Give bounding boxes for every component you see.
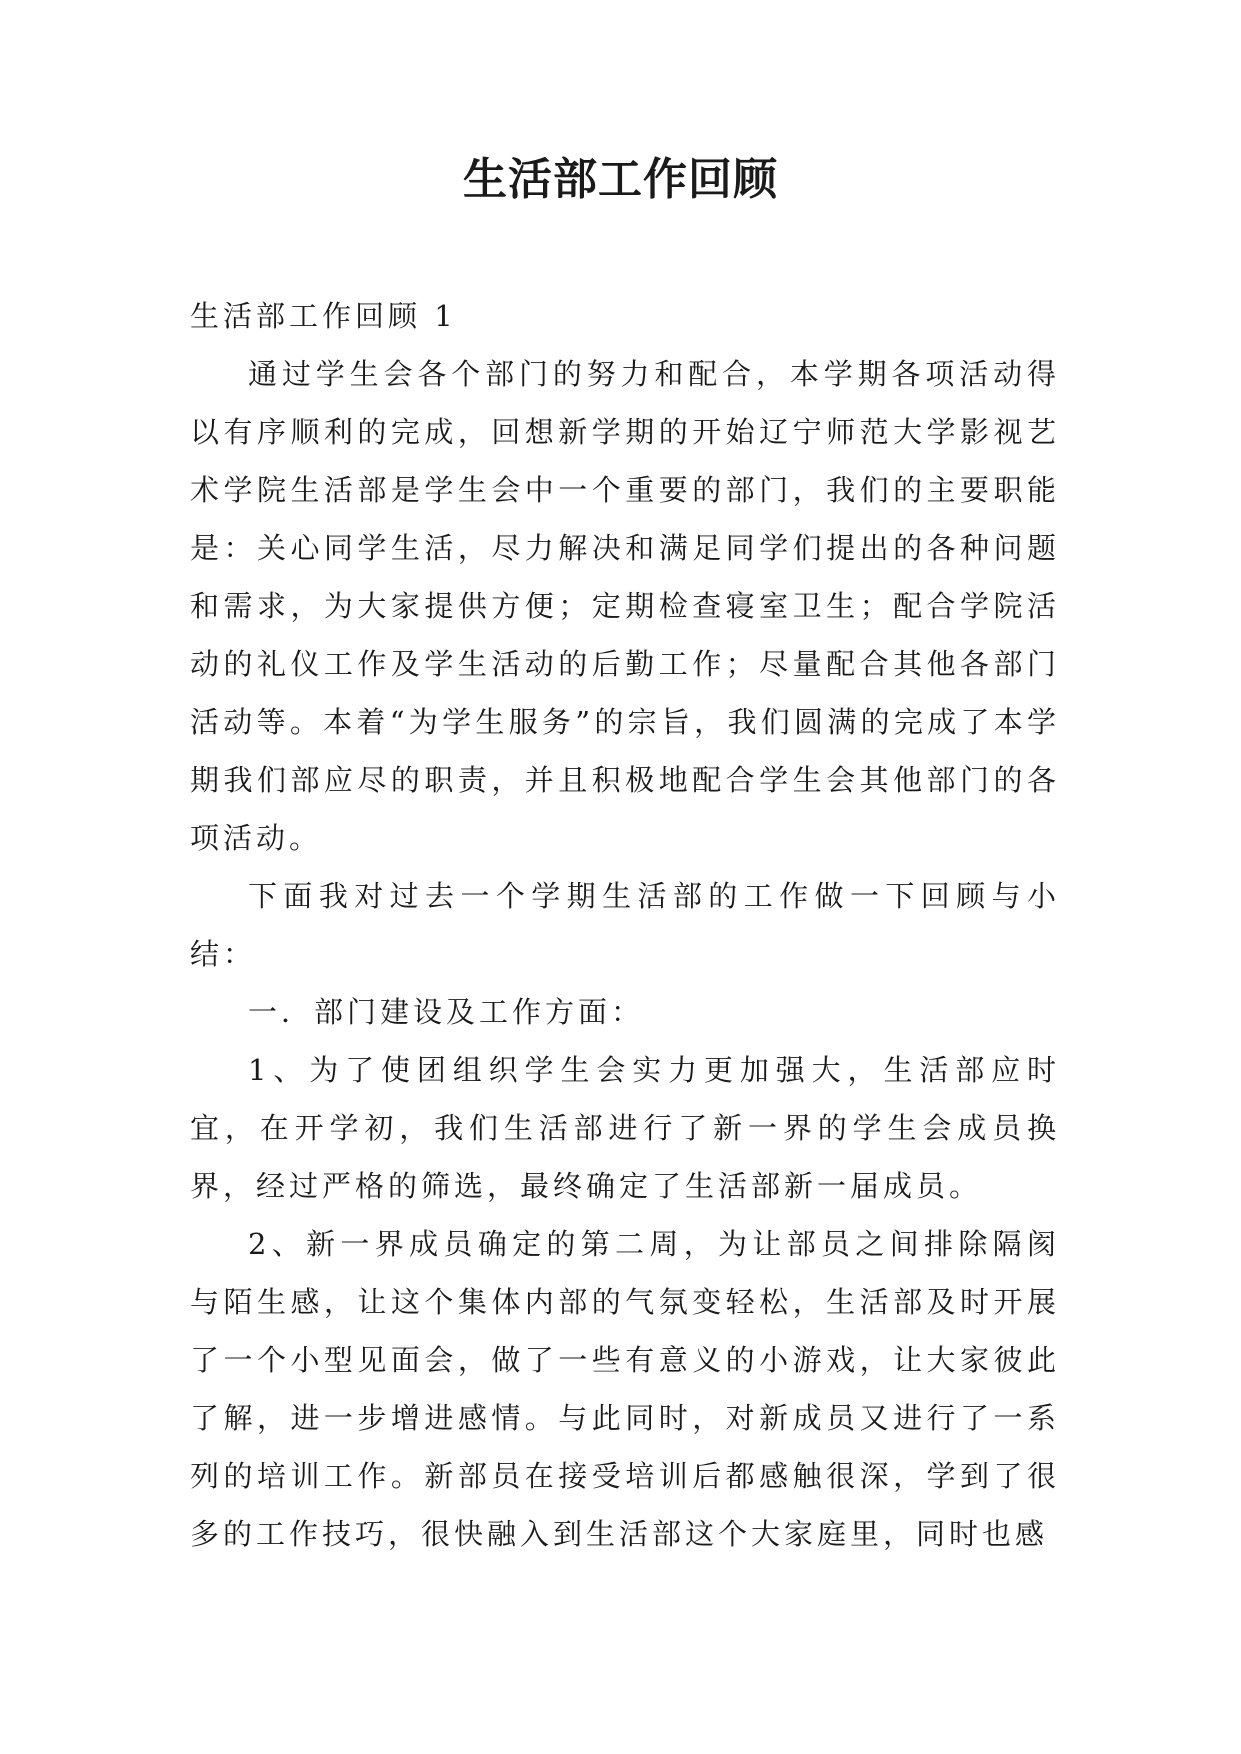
document-title: 生活部工作回顾	[463, 154, 778, 205]
paragraph-item-1: 1、为了使团组织学生会实力更加强大，生活部应时宜，在开学初，我们生活部进行了新一界的学生会成员换界，经过严格的筛选，最终确定了生活部新一届成员。	[190, 1053, 1060, 1203]
section-heading: 生活部工作回顾 1	[190, 299, 457, 333]
document-body	[190, 287, 1060, 1563]
paragraph-review-summary: 下面我对过去一个学期生活部的工作做一下回顾与小结：	[190, 879, 1060, 971]
paragraph-department-heading: 一．部门建设及工作方面：	[248, 995, 645, 1029]
paragraph-item-2: 2、新一界成员确定的第二周，为让部员之间排除隔阂与陌生感，让这个集体内部的气氛变轻松，生活部及时开展了一个小型见面会，做了一些有意义的小游戏，让大家彼此了解，进一步增进感情。与此同时，对新成员又进行了一系列的培训工作。新部员在接受培训后都感触很深，学到了很多的工作技巧，很快融入到生活部这个大家庭里，同时也感	[190, 1227, 1060, 1551]
paragraph-intro: 通过学生会各个部门的努力和配合，本学期各项活动得以有序顺利的完成，回想新学期的开始辽宁师范大学影视艺术学院生活部是学生会中一个重要的部门，我们的主要职能是：关心同学生活，尽力解决和满足同学们提出的各种问题和需求，为大家提供方便；定期检查寝室卫生；配合学院活动的礼仪工作及学生活动的后勤工作；尽量配合其他各部门活动等。本着“为学生服务”的宗旨，我们圆满的完成了本学期我们部应尽的职责，并且积极地配合学生会其他部门的各项活动。	[190, 357, 1060, 855]
